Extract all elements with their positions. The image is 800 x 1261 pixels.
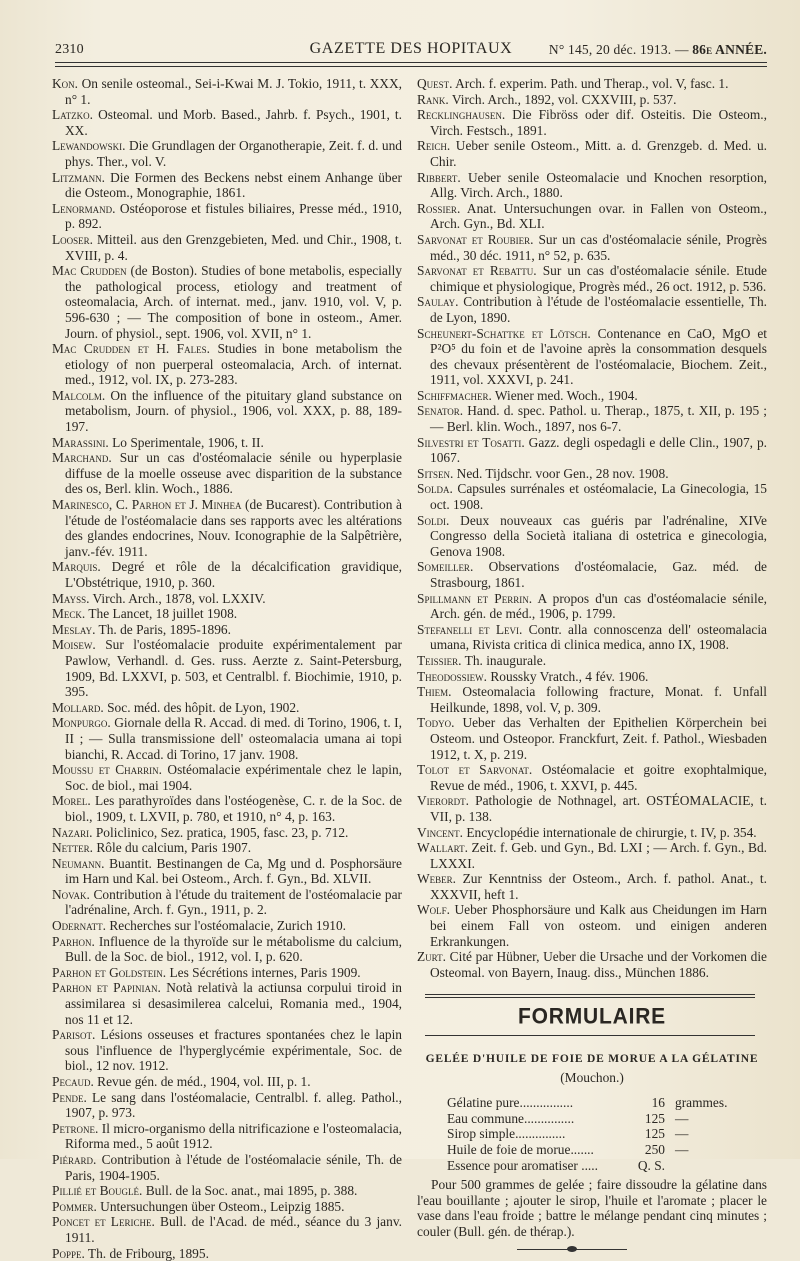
entry-author: Spillmann et Perrin. — [417, 590, 533, 606]
bibliography-entry — [417, 481, 767, 512]
entry-text: Lo Sperimentale, 1906, t. II. — [108, 434, 264, 450]
entry-text: Contribution à l'étude du traitement de l'ostéomalacie par l'adrénaline, Arch. f. Gyn., 1911, p. 2. — [65, 886, 402, 918]
entry-author: Looser. — [52, 231, 94, 247]
entry-author: Pecaud. — [52, 1074, 94, 1089]
entry-author: Mac Crudden — [52, 263, 127, 279]
entry-text: Th. de Fribourg, 1895. — [84, 1245, 209, 1261]
bibliography-entry — [417, 669, 767, 685]
page-header — [55, 40, 767, 62]
entry-author: Poppe. — [52, 1245, 85, 1261]
entry-author: Pende. — [52, 1089, 87, 1105]
ingredient-quantity: 125 — [644, 1126, 665, 1142]
entry-author: Odernatt. — [52, 918, 107, 934]
bibliography-entry — [52, 793, 402, 824]
bibliography-entry — [52, 1090, 402, 1121]
bibliography-entry — [52, 201, 402, 232]
entry-author: Weber. — [417, 871, 456, 887]
entry-text: Les parathyroïdes dans l'ostéogenèse, C. r. de la Soc. de biol., 1909, t. LXVII, p. 780, et 1910, n° 4, p. 163. — [65, 793, 402, 824]
bibliography-entry — [52, 622, 402, 638]
entry-text: (de Bucarest). Contribution à l'étude de l'ostéomalacie dans ses rapports avec les altérations des glandes endocrines, Nouv. Iconographie de la Salpêtrière, janv.-fév. 1911. — [65, 497, 402, 559]
entry-text: Die Formen des Beckens nebst einem Anhange über die Osteom., Monographie, 1861. — [65, 169, 402, 201]
entry-author: Ribbert. — [417, 169, 461, 185]
ingredient-unit: grammes. — [675, 1095, 728, 1111]
entry-text: Policlinico, Sez. pratica, 1905, fasc. 23, p. 712. — [92, 824, 349, 840]
entry-text: Virch. Arch., 1878, vol. LXXIV. — [89, 590, 266, 606]
ingredient-row — [447, 1126, 745, 1142]
formulaire-title: FORMULAIRE — [518, 1004, 666, 1029]
entry-text: Degré et rôle de la décalcification gravidique, L'Obstétrique, 1910, p. 360. — [65, 559, 402, 590]
right-column — [417, 76, 767, 1252]
bibliography-entry — [417, 388, 767, 404]
bibliography-entry — [52, 887, 402, 918]
bibliography-entry — [417, 466, 767, 482]
entry-author: Solda. — [417, 481, 453, 497]
bibliography-entry — [52, 591, 402, 607]
entry-author: Rossier. — [417, 200, 461, 216]
entry-author: Stefanelli et Levi. — [417, 621, 523, 637]
bibliography-entry — [52, 435, 402, 451]
recipe-title: GELÉE D'HUILE DE FOIE DE MORUE A LA GÉLATINE — [425, 1053, 759, 1066]
entry-text: Th. de Paris, 1895-1896. — [95, 621, 231, 637]
entry-text: Le sang dans l'ostéomalacie, Centralbl. f. alleg. Pathol., 1907, p. 973. — [65, 1089, 402, 1121]
ingredient-quantity: 250 — [644, 1142, 665, 1157]
bibliography-entry — [52, 232, 402, 263]
entry-text: Cité par Hübner, Ueber die Ursache und der Vorkomen die Osteomal. von Bayern, Inaug. diss., München 1886. — [430, 949, 767, 980]
bibliography-entry — [417, 107, 767, 138]
bibliography-entry — [52, 965, 402, 981]
entry-author: Kon. — [52, 76, 79, 91]
bibliography-entry — [417, 326, 767, 388]
entry-author: Lewandowski. — [52, 138, 126, 154]
bibliography-entry — [52, 1027, 402, 1074]
entry-author: Latzko. — [52, 107, 94, 123]
entry-text: Sur un cas d'ostéomalacie sénile, Progrès méd., 30 déc. 1911, n° 52, p. 635. — [430, 231, 767, 263]
entry-author: Parhon et Goldstein. — [52, 964, 167, 980]
entry-text: Pathologie de Nothnagel, art. OSTÉOMALACIE, t. VII, p. 138. — [430, 793, 767, 824]
entry-author: Scheunert-Schattke et Lötsch. — [417, 325, 591, 341]
entry-author: Marassini. — [52, 434, 109, 450]
bibliography-entry — [417, 513, 767, 560]
bibliography-entry — [417, 622, 767, 653]
entry-author: Sitsen. — [417, 465, 454, 481]
left-column — [52, 76, 402, 1261]
bibliography-entry — [417, 653, 767, 669]
entry-author: Monpurgo. — [52, 715, 111, 731]
page-number: 2310 — [55, 42, 84, 57]
entry-text: Wiener med. Woch., 1904. — [491, 387, 638, 403]
bibliography-entry — [52, 107, 402, 138]
entry-text: Influence de la thyroïde sur le métabolisme du calcium, Bull. de la Soc. de biol., 1912, vol. I, p. 620. — [65, 933, 402, 965]
bibliography-entry — [417, 902, 767, 949]
bibliography-entry — [52, 559, 402, 590]
entry-text: Hand. d. spec. Pathol. u. Therap., 1875, t. XII, p. 195 ; — Berl. klin. Woch., 1897, nos 6-7. — [430, 403, 767, 435]
bibliography-entry — [52, 1246, 402, 1261]
bibliography-entry — [52, 263, 402, 341]
issue-year: 86e ANNÉE. — [692, 42, 767, 57]
entry-text: Revue gén. de méd., 1904, vol. III, p. 1. — [93, 1074, 311, 1089]
ingredient-unit: — — [675, 1142, 689, 1157]
entry-text: Contr. alla connoscenza dell' osteomalacia umana, Rivista critica di clinica medica, anno IX, 1908. — [430, 621, 768, 653]
bibliography-entry — [417, 949, 767, 980]
entry-author: Mac Crudden et H. Fales. — [52, 341, 210, 357]
bibliography-entry — [52, 1074, 402, 1090]
bibliography-entry — [417, 294, 767, 325]
entry-author: Pommer. — [52, 1198, 97, 1214]
entry-author: Nazari. — [52, 824, 93, 840]
bibliography-entry — [417, 762, 767, 793]
entry-author: Lenormand. — [52, 200, 116, 216]
entry-text: Ueber senile Osteom., Mitt. a. d. Grenzgeb. d. Med. u. Chir. — [430, 138, 767, 169]
issue-dash: — — [674, 42, 689, 57]
entry-text: Sur un cas d'ostéomalacie sénile ou hyperplasie diffuse de la moelle osseuse avec disparition de la substance des os, Berl. klin. Woch., 1886. — [65, 450, 402, 497]
entry-author: Parisot. — [52, 1027, 96, 1043]
entry-text: Arch. f. experim. Path. und Therap., vol. V, fasc. 1. — [452, 76, 729, 91]
entry-text: Roussky Vratch., 4 fév. 1906. — [487, 668, 649, 684]
bibliography-entry — [417, 76, 767, 92]
bibliography-entry — [417, 201, 767, 232]
entry-author: Piérard. — [52, 1151, 97, 1167]
entry-text: Sur un cas d'ostéomalacie sénile. Etude chimique et physiologique, Progrès méd., 26 oct. 1912, p. 536. — [430, 263, 767, 294]
bibliography-entry — [417, 435, 767, 466]
bibliography-entry — [52, 450, 402, 497]
bibliography-entry — [52, 934, 402, 965]
entry-author: Parhon et Papinian. — [52, 980, 161, 996]
bibliography-entry — [52, 1199, 402, 1215]
bibliography-entry — [52, 341, 402, 388]
entry-text: Studies in bone metabolism the etiology of non puerperal osteomalacia, Arch. of internat. med., 1912, vol. IX, p. 273-283. — [65, 341, 402, 388]
entry-text: A propos d'un cas d'ostéomalacie sénile, Arch. gén. de méd., 1906, p. 1799. — [430, 590, 767, 622]
ingredient-quantity: 125 — [644, 1110, 665, 1126]
bibliography-entry — [52, 388, 402, 435]
bibliography-entry — [417, 840, 767, 871]
bibliography-entry — [52, 497, 402, 559]
entry-text: Osteomalacia following fracture, Monat. f. Unfall Heilkunde, 1898, vol. V, p. 309. — [430, 684, 767, 715]
entry-author: Meck. — [52, 606, 86, 622]
entry-text: Anat. Untersuchungen ovar. in Fallen von Osteom., Arch. Gyn., Bd. XLI. — [430, 200, 767, 232]
entry-author: Schiffmacher. — [417, 387, 492, 403]
entry-author: Reich. — [417, 138, 451, 154]
bibliography-entry — [417, 232, 767, 263]
entry-author: Sarvonat et Roubier. — [417, 231, 534, 247]
entry-author: Petrone. — [52, 1120, 99, 1136]
entry-author: Poncet et Leriche. — [52, 1214, 155, 1230]
entry-text: Contribution à l'étude de l'ostéomalacie sénile, Th. de Paris, 1904-1905. — [65, 1151, 402, 1183]
ingredient-name: Eau commune............... — [447, 1110, 575, 1126]
ingredient-quantity: 16 — [651, 1095, 665, 1111]
entry-text: Untersuchungen über Osteom., Leipzig 1885. — [96, 1198, 345, 1214]
entry-text: Gazz. degli ospedagli e delle Clin., 1907, p. 1067. — [430, 434, 767, 466]
entry-author: Todyo. — [417, 715, 455, 731]
entry-author: Tolot et Sarvonat. — [417, 762, 533, 778]
formulaire-rule-top — [425, 994, 755, 995]
bibliography-entry — [417, 559, 767, 590]
entry-author: Wolf. — [417, 902, 450, 918]
bibliography-entry — [52, 715, 402, 762]
entry-author: Sarvonat et Rebattu. — [417, 263, 537, 279]
entry-text: Sur l'ostéomalacie produite expérimentalement par Pawlow, Verhandl. d. Ges. russ. Aerzte z. Saint-Petersburg, 1909, Bd. LXXVI, p. 503, et Centralbl. f. Biochimie, 1910, p. 395. — [65, 637, 402, 700]
entry-author: Marquis. — [52, 559, 101, 575]
formulaire-rule-bottom — [425, 1035, 755, 1036]
entry-text: Capsules surrénales et ostéomalacie, La Ginecologia, 15 oct. 1908. — [430, 481, 767, 513]
entry-author: Vierordt. — [417, 793, 470, 809]
ingredients-table — [447, 1095, 745, 1173]
bibliography-entry — [417, 684, 767, 715]
bibliography-entry — [52, 1183, 402, 1199]
entry-text: Osteomal. und Morb. Based., Jahrb. f. Psych., 1901, t. XX. — [65, 107, 402, 138]
bibliography-entry — [417, 715, 767, 762]
entry-text: Bull. de la Soc. anat., mai 1895, p. 388. — [142, 1183, 358, 1199]
end-ornament — [517, 1246, 627, 1252]
entry-text: Die Grundlagen der Organotherapie, Zeit. f. d. und phys. Ther., vol. V. — [65, 138, 402, 169]
entry-author: Parhon. — [52, 933, 95, 949]
entry-author: Pillié et Bouglé. — [52, 1183, 143, 1199]
bibliography-entry — [52, 700, 402, 716]
entry-text: (de Boston). Studies of bone metabolis, especially the pathological process, etiology and treatment of osteomalacia, Arch. of internat. med., janv. 1910, vol. V, p. 596-630 ; — The composition of bone in osteom., Amer. Journ. of physiol., sept. 1906, vol. XVII, n° 1. — [65, 263, 402, 341]
bibliography-entry — [52, 762, 402, 793]
bibliography-entry — [417, 403, 767, 434]
entry-text: Lésions osseuses et fractures spontanées chez le lapin sous l'influence de l'hyperglycémie expérimentale, Soc. de biol., 12 nov. 1912. — [65, 1027, 402, 1074]
entry-text: Deux nouveaux cas guéris par l'adrénaline, XIVe Congresso della Società italiana di ostetrica e ginecologia, Genova 1908. — [430, 512, 767, 559]
entry-author: Neumann. — [52, 855, 105, 871]
ingredient-row — [447, 1095, 745, 1111]
issue-info — [549, 42, 767, 58]
bibliography-entry — [52, 825, 402, 841]
entry-text: Virch. Arch., 1892, vol. CXXVIII, p. 537. — [448, 91, 677, 107]
right-bibliography — [417, 76, 767, 980]
entry-author: Marchand. — [52, 450, 112, 466]
entry-text: Ostéoporose et fistules biliaires, Presse méd., 1910, p. 892. — [65, 200, 402, 232]
entry-text: Ueber Phosphorsäure und Kalk aus Cheidungen im Harn bei einem Fall von osteom. und einigen anderen Erkrankungen. — [430, 902, 767, 949]
entry-author: Mollard. — [52, 699, 104, 715]
entry-author: Vincent. — [417, 824, 464, 840]
entry-author: Wallart. — [417, 840, 468, 856]
entry-text: Observations d'ostéomalacie, Gaz. méd. de Strasbourg, 1861. — [430, 559, 767, 590]
entry-text: Ned. Tijdschr. voor Gen., 28 nov. 1908. — [453, 465, 669, 481]
bibliography-entry — [417, 138, 767, 169]
bibliography-entry — [417, 591, 767, 622]
issue-number: N° 145, 20 déc. 1913. — [548, 42, 672, 57]
bibliography-entry — [52, 1152, 402, 1183]
entry-text: Il micro-organismo della nitrificazione e l'osteomalacia, Riforma med., 5 août 1912. — [65, 1120, 402, 1152]
entry-author: Netter. — [52, 840, 94, 856]
header-rule-thick — [55, 62, 767, 63]
entry-text: Recherches sur l'ostéomalacie, Zurich 1910. — [106, 918, 347, 934]
ingredient-name: Huile de foie de morue....... — [447, 1142, 594, 1157]
entry-author: Novak. — [52, 886, 90, 902]
bibliography-entry — [417, 92, 767, 108]
bibliography-entry — [417, 263, 767, 294]
entry-text: Soc. méd. des hôpit. de Lyon, 1902. — [103, 699, 300, 715]
entry-author: Silvestri et Tosatti. — [417, 434, 525, 450]
entry-text: Encyclopédie internationale de chirurgie, t. IV, p. 354. — [463, 824, 757, 840]
entry-author: Morel. — [52, 793, 91, 809]
bibliography-entry — [52, 918, 402, 934]
entry-text: Rôle du calcium, Paris 1907. — [93, 840, 252, 856]
entry-text: Notà relativà la actiunsa corpului tiroid in assimilarea si desasimilerea calcelui, Romania med., 1904, nos 11 et 12. — [65, 980, 402, 1027]
entry-author: Recklinghausen. — [417, 107, 506, 123]
entry-author: Zurt. — [417, 949, 446, 965]
entry-author: Malcolm. — [52, 387, 106, 403]
entry-author: Rank. — [417, 91, 449, 107]
entry-text: On the influence of the pituitary gland substance on metabolism, Journ. of physiol., 1906, vol. XXX, p. 88, 189-197. — [65, 387, 402, 435]
entry-author: Teissier. — [417, 652, 462, 668]
entry-text: Giornale della R. Accad. di med. di Torino, 1906, t. I, II ; — Sulla transmissione dell' osteomalacia umana ai topi bianchi, R. Accad. di Torino, 17 janv. 1908. — [65, 715, 402, 762]
bibliography-entry — [52, 637, 402, 699]
ingredient-unit — [675, 1158, 745, 1174]
entry-text: Die Fibröss oder dif. Osteitis. Die Osteom., Virch. Festsch., 1891. — [430, 107, 767, 138]
entry-text: Buantit. Bestinangen de Ca, Mg und d. Posphorsäure im Harn und Kal. bei Osteom., Arch. f. Gyn., Bd. XLVII. — [65, 855, 402, 887]
entry-author: Saulay. — [417, 294, 459, 310]
bibliography-entry — [52, 1121, 402, 1152]
bibliography-entry — [52, 138, 402, 169]
bibliography-entry — [417, 871, 767, 902]
bibliography-entry — [52, 856, 402, 887]
ingredient-quantity: Q. S. — [637, 1157, 665, 1173]
entry-text: Ostéomalacie et goitre exophtalmique, Revue de méd., 1906, t. XXVI, p. 445. — [430, 762, 767, 793]
entry-text: The Lancet, 18 juillet 1908. — [85, 606, 238, 622]
ingredient-row — [447, 1142, 745, 1158]
ingredient-name: Sirop simple............... — [447, 1126, 566, 1142]
entry-author: Moisew. — [52, 637, 96, 653]
entry-text: Zur Kenntniss der Osteom., Arch. f. pathol. Anat., t. XXXVII, heft 1. — [430, 871, 767, 902]
entry-text: Contenance en CaO, MgO et P²O⁵ du foin et de l'avoine après la consommation desquels des chevaux présentèrent de l'ostéomalacie, Biochem. Zeit., 1911, vol. XXXVI, p. 241. — [430, 325, 767, 388]
entry-author: Theodossiew. — [417, 668, 488, 684]
entry-text: Ueber das Verhalten der Epithelien Körperchein bei Osteom. und Osteopor. Franckfurt, Zeit. f. Pathol., Wiesbaden 1912, t. X, p. 219. — [430, 715, 767, 762]
recipe-preparation: Pour 500 grammes de gelée ; faire dissoudre la gélatine dans l'eau bouillante ; ajouter le sirop, l'huile et l'aromate ; placer le vase dans l'eau froide ; battre le mélange pendant cinq minutes ; couler (Bull. gén. de thérap.). — [417, 1177, 767, 1239]
entry-text: Contribution à l'étude de l'ostéomalacie essentielle, Th. de Lyon, 1890. — [430, 294, 767, 325]
entry-author: Moussu et Charrin. — [52, 762, 162, 778]
bibliography-entry — [52, 76, 402, 107]
bibliography-entry — [417, 793, 767, 824]
entry-text: Les Sécrétions internes, Paris 1909. — [166, 964, 361, 980]
entry-text: Th. inaugurale. — [461, 652, 547, 668]
formulaire-rule-top-thin — [425, 997, 755, 998]
entry-text: Zeit. f. Geb. und Gyn., Bd. LXI ; — Arch. f. Gyn., Bd. LXXXI. — [430, 840, 767, 871]
bibliography-entry — [52, 840, 402, 856]
ingredient-name: Essence pour aromatiser ..... — [447, 1157, 598, 1173]
entry-text: Mitteil. aus den Grenzgebieten, Med. und Chir., 1908, t. XVIII, p. 4. — [65, 231, 402, 263]
bibliography-entry — [52, 170, 402, 201]
entry-author: Litzmann. — [52, 169, 106, 185]
entry-author: Thiem. — [417, 684, 452, 700]
recipe-author: (Mouchon.) — [560, 1069, 624, 1085]
bibliography-entry — [417, 170, 767, 201]
entry-text: Ueber senile Osteomalacie und Knochen resorption, Allg. Virch. Arch., 1880. — [430, 169, 767, 201]
ingredient-row — [447, 1111, 745, 1127]
entry-author: Someiller. — [417, 559, 474, 575]
ingredient-row — [447, 1158, 745, 1174]
entry-author: Meslay. — [52, 621, 96, 637]
entry-author: Mayss. — [52, 590, 90, 606]
bibliography-entry — [417, 825, 767, 841]
entry-text: On senile osteomal., Sei-i-Kwai M. J. Tokio, 1911, t. XXX, n° 1. — [65, 76, 402, 107]
ingredient-unit: — — [675, 1110, 689, 1126]
bibliography-entry — [52, 1214, 402, 1245]
bibliography-entry — [52, 606, 402, 622]
journal-title: GAZETTE DES HOPITAUX — [309, 40, 513, 57]
entry-author: Soldi. — [417, 512, 450, 528]
ingredient-unit: — — [675, 1126, 689, 1142]
entry-author: Quest. — [417, 76, 453, 91]
entry-author: Marinesco, C. Parhon et J. Minhea — [52, 497, 242, 513]
header-rule-thin — [55, 66, 767, 67]
bibliography-entry — [52, 980, 402, 1027]
entry-author: Senator. — [417, 403, 464, 419]
entry-text: Ostéomalacie expérimentale chez le lapin, Soc. de biol., mai 1904. — [65, 762, 403, 793]
entry-text: Bull. de l'Acad. de méd., séance du 3 janv. 1911. — [65, 1214, 402, 1245]
ingredient-name: Gélatine pure................ — [447, 1095, 574, 1111]
